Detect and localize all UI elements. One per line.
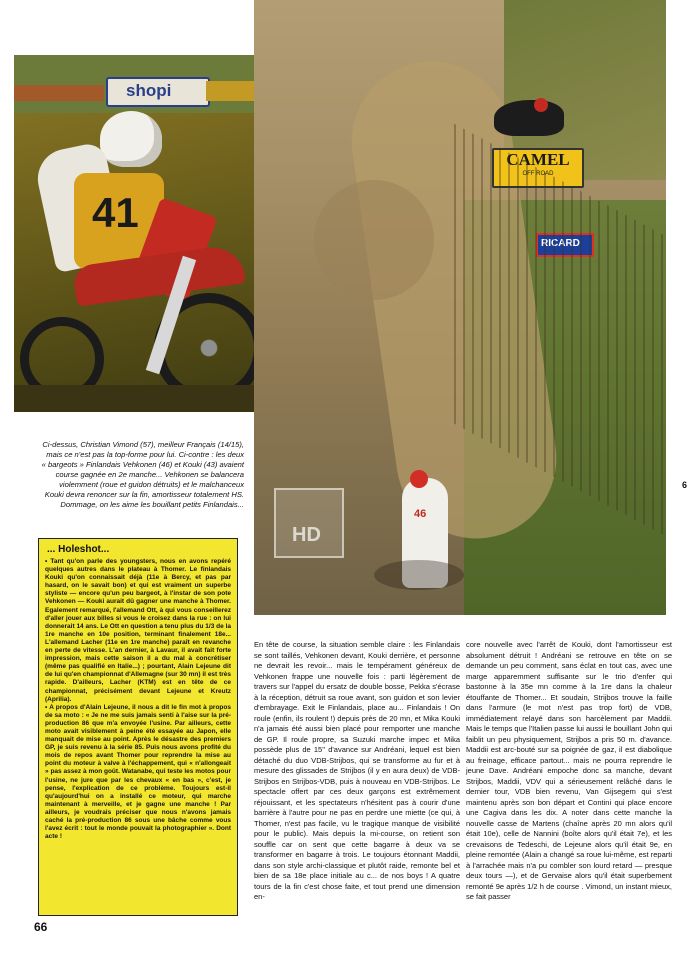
watermark [274,488,344,558]
photo-thomer-track [254,0,666,615]
banner-text: shopi [126,81,172,100]
camel-text: CAMEL [506,150,570,169]
edge-mark: 6 [682,480,688,490]
holeshot-paragraph-1: • Tant qu'on parle des youngsters, nous en avons repéré quelques autres dans le plateau à Thomer. Le finlandais Kouki qu'on connaissait déjà (11e à Bercy, et pas par hasard, on le savait bon) et qui est vraiment un superbe styliste — encore qu'un peu bargeot, à l'instar de son pote Vehkonen — Kouki aurait dû gagner une manche à Thomer. Egalement remarqué, l'allemand Ott, à qui vous conseillerez d'aller jouer aux billes si vous le croisez dans la rue : on lui donnerait 14 ans. Le Ott en question a tenu plus du 1/3 de la 1re manche en 10e position, terminant finalement 18e... L'allemand Lacher (11e en 1re manche) paraît en revanche en perte de vitesse. L'an dernier, à Lavaur, il avait fait forte impression, mais cette saison il a du mal à concrétiser (même pas qualifié en Italie...) ; pourtant, Alain Lejeune dit de lui qu'en championnat d'Allemagne (sur 30 mn) il est très rapide. D'ailleurs, Lacher (KTM) est en tête de ce championnat, précisément devant Lejeune et Kreutz (Aprilia). [45,558,231,703]
photo-caption: Ci-dessus, Christian Vimond (57), meilleur Français (14/15), mais ce n'est pas la top-forme pour lui. Ci-contre : les deux « bargeots » Finlandais Vehkonen (46) et Kouki (43) avaient course gagnée en 2e manche... Vehkonen se balancera violemment (roue et guidon détruits) et le malchanceux Kouki devra renoncer sur la fin, amortisseur totalement HS. Dommage, on les aime les bouillant petits Finlandais... [41,439,244,509]
page-number: 66 [34,920,48,934]
watermark-text: HD [292,524,321,546]
bib-number: 41 [92,189,139,236]
ricard-text: RICARD [541,238,580,249]
rider-bib: 46 [414,508,427,520]
camel-subtext: OFF ROAD [522,171,554,177]
photo-vimond [14,55,276,412]
article-column-1: En tête de course, la situation semble claire : les Finlandais se sont taillés, Vehkonen devant, Kouki derrière, et personne ne devrait les revoir... mais le tempérament généreux de Vehkonen frappe une nouvelle fois : parti légèrement de travers sur l'appel du ersatz de double bosse, Pekka s'écrase à la réception, détruit sa roue avant, son guidon et son levier d'embrayage. Exit le Finlandais, place au... Finlandais ! On roule (enfin, ils roulent !) depuis près de 20 mn, et Mika Kouki n'a jamais été aussi bien placé pour remporter une manche de GP. Il roule propre, sa Suzuki marche impec et Mika possède plus de 15'' d'avance sur Andréani, lequel est bien détaché du duo VDB-Strijbos, qui se transforme au fur et à mesure des glissades de Strijbos (il y en aura deux) de VDB-Strijbos en Strijbos-VDB, puis à nouveau en VDB-Strijbos. Le spectacle offert par ces deux garçons est extrêmement réjouissant, et les spectateurs n'hésitent pas à courir d'une barrière à l'autre pour ne pas en perdre une miette (ce qui, à Thomer, n'est pas facile, vu le tragique manque de visibilité pour le public). Mais depuis la mi-course, on retient son souffle car on sent que cette bagarre à deux va se transformer en bagarre à trois. Le toujours étonnant Maddii, dans son style archi-classique et plutôt raide, remonte bel et bien de sa 18e place initiale au c... de nos boys ! A quatre tours de la fin c'est chose faite, et tout prend une dimension en- [254,640,460,901]
top-rider [494,100,564,136]
holeshot-paragraph-2: • A propos d'Alain Lejeune, il nous a dit le fin mot à propos de sa moto : « Je ne me suis jamais senti à l'aise sur la pré-production 86 que m'a envoyée l'usine. Par ailleurs, cette moto avait visiblement à peine été essayée au Japon, elle manquait de mise au point. Après le désastre des premiers GP, je suis revenu à la série 85. Puis nous avons profité du mois de repos avant Thomer pour reprendre la mise au point du moteur à valve à l'échappement, qui « n'allongeait » pas assez à mon goût. Watanabe, qui teste les motos pour l'usine, ne jure que par les chevaux « en bas », c'est, je pense, l'explication de ce problème. Toujours est-il qu'aujourd'hui on a installé ce moteur, qui marche maintenant à merveille, et je gagne une manche ! Par ailleurs, je voudrais préciser que nous n'avons jamais caché la pré-production 86 sous une bâche comme vous l'avez écrit : tout le monde pouvait la photographier ». Dont acte ! [45,703,231,841]
rider-helmet [100,111,162,167]
holeshot-title: ... Holeshot... [47,544,110,555]
article-column-2: core nouvelle avec l'arrêt de Kouki, dont l'amortisseur est absolument détruit ! Andréani se retrouve en tête on se demande un peu comment, sans éclat en tout cas, avec une marge apparemment suffisante sur le trio d'enfer qui bastonne à la 35e mn comme à la 1re dans la chaleur étouffante de Thomer... Et soudain, Strijbos trouve la faille dans l'armure (le mot n'est pas trop fort) de VDB, immédiatement relayé dans son harcèlement par Maddii. Mais le temps que l'Italien passe lui aussi le bouillant John qui faiblit un peu physiquement, Strijbos a pris 50 m. d'avance. Maddii est arc-bouté sur sa poignée de gaz, il est diabolique au freinage, efficace partout... mais ne pourra reprendre le jeune Dave. Andréani empoche donc sa manche, devant Strijbos, Maddii, VDV qui a sérieusement relâché dans le dernier tour, VDB bien revenu, Van Gijsegem qui s'est maintenu après son bon départ et Contini qui place encore une Cagiva dans les dix. A noter dans cette manche la nouvelle casse de Martens (chaîne après 20 mn alors qu'il était 10e), celle de Nannini (boîte alors qu'il était 7e), et les crevaisons de Tedeschi, de Lejeune alors qu'il était 9e, en pleine remontée (Alain a changé sa roue lui-même, est reparti à l'arrachée mais n'a pu combler son lourd retard — presque deux tours —), et de Gervaise alors qu'il était superbement remonté 9e après 1/2 h de course . Vimond, un instant mieux, se fait passer [466,640,672,901]
holeshot-box [38,538,238,916]
sponsor-banner [106,77,210,107]
